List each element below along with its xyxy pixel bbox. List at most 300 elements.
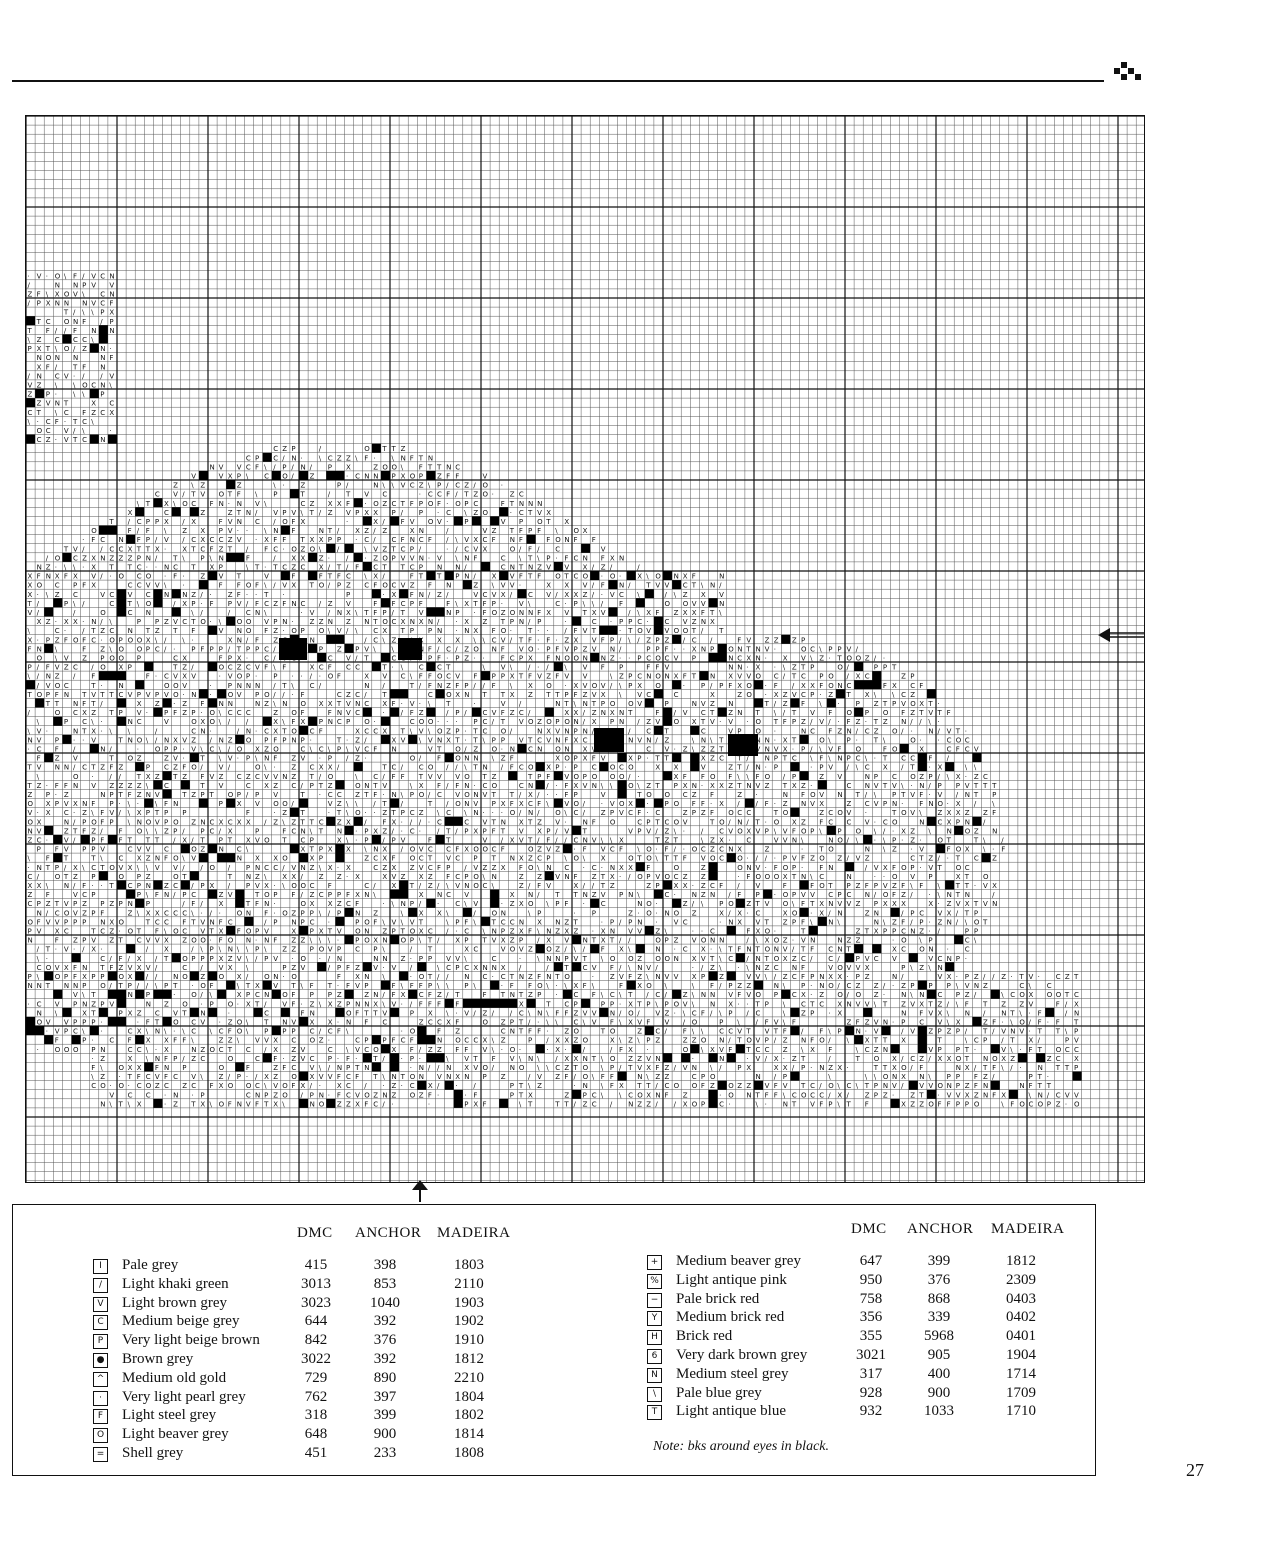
svg-text:F: F [483, 600, 487, 608]
svg-text:C: C [683, 946, 688, 954]
svg-text:\: \ [128, 809, 131, 817]
svg-text:P: P [810, 664, 814, 672]
svg-text:P: P [282, 964, 286, 972]
svg-text:C: C [419, 991, 424, 999]
svg-text:·: · [601, 864, 603, 872]
svg-text:O: O [783, 864, 789, 872]
svg-text:\: \ [601, 1055, 604, 1063]
svg-text:T: T [227, 873, 233, 881]
svg-text:N: N [82, 964, 87, 972]
svg-text:T: T [582, 955, 588, 963]
svg-text:\: \ [510, 664, 513, 672]
svg-text:X: X [328, 500, 333, 508]
svg-text:N: N [665, 909, 670, 917]
svg-text:N: N [865, 773, 870, 781]
svg-text:C: C [128, 846, 133, 854]
svg-text:T: T [636, 1082, 642, 1090]
svg-text:V: V [355, 1046, 360, 1054]
svg-text:\: \ [574, 700, 577, 708]
svg-text:Z: Z [282, 445, 287, 453]
svg-text:N: N [219, 846, 224, 854]
svg-text:·: · [173, 991, 175, 999]
svg-text:P: P [46, 391, 50, 399]
svg-text:N: N [310, 1009, 315, 1017]
svg-text:X: X [555, 1037, 560, 1045]
svg-text:X: X [510, 891, 515, 899]
svg-text:·: · [455, 1082, 457, 1090]
svg-text:P: P [310, 837, 314, 845]
svg-text:F: F [819, 864, 823, 872]
svg-text:C: C [564, 1000, 569, 1008]
svg-text:Z: Z [646, 636, 651, 644]
svg-text:F: F [319, 727, 323, 735]
svg-text:F: F [919, 791, 923, 799]
svg-text:V: V [801, 891, 806, 899]
svg-text:P: P [164, 709, 168, 717]
svg-text:V: V [219, 627, 224, 635]
svg-text:T: T [363, 1009, 369, 1017]
svg-text:T: T [518, 1082, 524, 1090]
svg-text:·: · [273, 909, 275, 917]
svg-text:·: · [501, 600, 503, 608]
svg-text:T: T [846, 946, 852, 954]
svg-text:P: P [255, 791, 259, 799]
svg-text:N: N [728, 846, 733, 854]
svg-text:/: / [528, 882, 531, 890]
svg-text:/: / [437, 618, 440, 626]
svg-text:P: P [419, 564, 423, 572]
svg-text:X: X [574, 636, 579, 644]
svg-text:/: / [883, 982, 886, 990]
svg-text:\: \ [310, 937, 313, 945]
svg-text:/: / [710, 636, 713, 644]
svg-text:F: F [610, 1019, 614, 1027]
svg-text:/: / [273, 655, 276, 663]
svg-text:/: / [246, 600, 249, 608]
svg-text:P: P [319, 855, 323, 863]
svg-text:V: V [164, 691, 169, 699]
svg-text:X: X [137, 1028, 142, 1036]
anchor-code: 900 [355, 1426, 415, 1443]
svg-text:P: P [783, 855, 787, 863]
svg-text:F: F [801, 918, 805, 926]
svg-text:P: P [564, 955, 568, 963]
svg-text:C: C [519, 1009, 524, 1017]
svg-text:Z: Z [510, 491, 515, 499]
svg-text:T: T [855, 1055, 861, 1063]
svg-text:\: \ [492, 1037, 495, 1045]
svg-text:X: X [355, 873, 360, 881]
svg-text:Z: Z [301, 937, 306, 945]
svg-text:X: X [837, 1000, 842, 1008]
svg-text:F: F [510, 800, 514, 808]
svg-text:T: T [500, 991, 506, 999]
svg-text:O: O [364, 1091, 370, 1099]
svg-text:O: O [455, 746, 461, 754]
svg-text:·: · [319, 955, 321, 963]
svg-text:O: O [819, 855, 825, 863]
svg-text:V: V [519, 837, 524, 845]
svg-text:V: V [910, 1028, 915, 1036]
svg-text:T: T [718, 736, 724, 744]
svg-text:P: P [246, 755, 250, 763]
svg-text:P: P [264, 1091, 268, 1099]
svg-text:V: V [537, 673, 542, 681]
svg-text:/: / [974, 1064, 977, 1072]
svg-text:T: T [336, 809, 342, 817]
svg-text:T: T [372, 1009, 378, 1017]
svg-text:\: \ [46, 591, 49, 599]
svg-text:C: C [355, 473, 360, 481]
svg-text:·: · [373, 454, 375, 462]
svg-text:P: P [455, 964, 459, 972]
svg-text:T: T [955, 891, 961, 899]
svg-text:C: C [519, 509, 524, 517]
svg-text:Z: Z [637, 973, 642, 981]
svg-text:V: V [801, 937, 806, 945]
svg-text:P: P [200, 955, 204, 963]
svg-text:/: / [382, 682, 385, 690]
svg-text:N: N [919, 818, 924, 826]
svg-text:N: N [310, 1100, 315, 1108]
p-symbol-icon: P [93, 1334, 108, 1349]
svg-text:·: · [437, 509, 439, 517]
svg-text:T: T [955, 855, 961, 863]
svg-text:V: V [137, 709, 142, 717]
svg-text:N: N [646, 736, 651, 744]
svg-text:T: T [846, 1100, 852, 1108]
svg-text:T: T [354, 1064, 360, 1072]
svg-text:\: \ [464, 809, 467, 817]
svg-text:P: P [510, 1082, 514, 1090]
svg-text:N: N [73, 782, 78, 790]
svg-text:C: C [109, 545, 114, 553]
svg-text:N: N [528, 809, 533, 817]
svg-text:\: \ [783, 1091, 786, 1099]
svg-text:N: N [355, 700, 360, 708]
svg-text:P: P [628, 918, 632, 926]
svg-text:\: \ [646, 573, 649, 581]
svg-text:/: / [783, 773, 786, 781]
svg-text:F: F [291, 1082, 295, 1090]
svg-text:·: · [437, 1091, 439, 1099]
svg-text:\: \ [37, 955, 40, 963]
svg-text:P: P [947, 1073, 951, 1081]
svg-text:N: N [910, 928, 915, 936]
svg-text:F: F [228, 1100, 232, 1108]
svg-text:F: F [128, 1037, 132, 1045]
svg-text:O: O [528, 846, 534, 854]
svg-text:·: · [46, 272, 48, 280]
svg-text:T: T [545, 691, 551, 699]
svg-text:\: \ [928, 827, 931, 835]
svg-text:C: C [446, 964, 451, 972]
svg-text:·: · [164, 1091, 166, 1099]
svg-text:·: · [947, 800, 949, 808]
svg-text:F: F [810, 946, 814, 954]
svg-text:P: P [665, 1000, 669, 1008]
svg-text:/: / [273, 691, 276, 699]
svg-text:V: V [910, 791, 915, 799]
svg-text:F: F [128, 527, 132, 535]
svg-text:/: / [728, 818, 731, 826]
dmc-code: 842 [286, 1332, 346, 1349]
svg-text:Z: Z [919, 928, 924, 936]
svg-text:·: · [783, 1055, 785, 1063]
svg-text:F: F [919, 882, 923, 890]
svg-text:·: · [765, 818, 767, 826]
svg-text:T: T [236, 645, 242, 653]
svg-text:/: / [537, 937, 540, 945]
svg-text:O: O [273, 746, 279, 754]
svg-text:/: / [337, 527, 340, 535]
svg-text:P: P [282, 1028, 286, 1036]
svg-text:O: O [437, 673, 443, 681]
svg-text:P: P [910, 909, 914, 917]
svg-text:Z: Z [382, 545, 387, 553]
svg-text:T: T [727, 946, 733, 954]
svg-text:/: / [637, 1009, 640, 1017]
madeira-code: 1814 [439, 1426, 499, 1443]
svg-text:P: P [428, 955, 432, 963]
thread-name: Pale brick red [676, 1291, 759, 1308]
svg-text:\: \ [810, 655, 813, 663]
svg-text:\: \ [601, 991, 604, 999]
svg-text:V: V [237, 463, 242, 471]
svg-text:O: O [710, 855, 716, 863]
svg-text:F: F [592, 536, 596, 544]
svg-text:C: C [446, 509, 451, 517]
svg-text:/: / [382, 991, 385, 999]
svg-text:T: T [755, 946, 761, 954]
svg-text:Z: Z [428, 873, 433, 881]
svg-text:C: C [419, 764, 424, 772]
svg-text:F: F [337, 1028, 341, 1036]
svg-text:F: F [410, 591, 414, 599]
svg-text:Z: Z [501, 609, 506, 617]
svg-text:/: / [109, 982, 112, 990]
svg-text:P: P [473, 855, 477, 863]
svg-text:T: T [691, 627, 697, 635]
svg-text:V: V [419, 864, 424, 872]
svg-text:P: P [119, 636, 123, 644]
svg-text:/: / [82, 946, 85, 954]
svg-text:/: / [191, 664, 194, 672]
svg-text:C: C [191, 1019, 196, 1027]
svg-text:·: · [337, 982, 339, 990]
svg-text:N: N [865, 782, 870, 790]
svg-text:Z: Z [710, 755, 715, 763]
svg-text:F: F [310, 982, 314, 990]
svg-text:C: C [583, 736, 588, 744]
svg-text:C: C [810, 645, 815, 653]
svg-text:\: \ [601, 955, 604, 963]
svg-text:/: / [273, 463, 276, 471]
svg-text:V: V [28, 809, 33, 817]
svg-text:\: \ [128, 818, 131, 826]
svg-text:·: · [182, 691, 184, 699]
svg-text:C: C [983, 773, 988, 781]
svg-text:X: X [73, 618, 78, 626]
svg-text:N: N [255, 864, 260, 872]
svg-text:N: N [819, 1064, 824, 1072]
anchor-code: 900 [909, 1385, 969, 1402]
svg-text:T: T [118, 937, 124, 945]
svg-text:Z: Z [564, 636, 569, 644]
svg-text:\: \ [719, 609, 722, 617]
svg-text:\: \ [947, 773, 950, 781]
svg-text:·: · [109, 573, 111, 581]
svg-text:C: C [301, 746, 306, 754]
svg-text:X: X [728, 1000, 733, 1008]
svg-text:/: / [237, 727, 240, 735]
svg-text:C: C [410, 1082, 415, 1090]
svg-text:·: · [637, 773, 639, 781]
svg-text:V: V [564, 800, 569, 808]
svg-text:/: / [692, 900, 695, 908]
svg-text:/: / [401, 800, 404, 808]
svg-text:V: V [756, 973, 761, 981]
svg-text:F: F [419, 673, 423, 681]
svg-text:P: P [392, 509, 396, 517]
svg-text:T: T [227, 1046, 233, 1054]
svg-text:F: F [392, 991, 396, 999]
svg-text:C: C [109, 600, 114, 608]
svg-text:C: C [828, 946, 833, 954]
svg-text:Z: Z [410, 864, 415, 872]
svg-text:Z: Z [273, 818, 278, 826]
svg-text:T: T [927, 1000, 933, 1008]
svg-text:V: V [328, 1073, 333, 1081]
svg-text:V: V [219, 964, 224, 972]
svg-text:X: X [282, 873, 287, 881]
svg-text:Z: Z [974, 973, 979, 981]
svg-text:\: \ [555, 1019, 558, 1027]
svg-text:C: C [28, 900, 33, 908]
svg-text:Z: Z [555, 846, 560, 854]
svg-text:P: P [801, 1064, 805, 1072]
svg-text:X: X [237, 973, 242, 981]
svg-text:O: O [301, 955, 307, 963]
svg-text:Z: Z [592, 873, 597, 881]
svg-text:T: T [300, 791, 306, 799]
svg-text:Z: Z [701, 809, 706, 817]
svg-text:X: X [919, 700, 924, 708]
svg-text:\: \ [355, 773, 358, 781]
svg-text:Z: Z [373, 554, 378, 562]
svg-text:F: F [437, 1028, 441, 1036]
svg-text:O: O [492, 746, 498, 754]
svg-text:F: F [947, 1100, 951, 1108]
svg-text:P: P [555, 900, 559, 908]
svg-text:X: X [938, 1009, 943, 1017]
svg-text:T: T [982, 782, 988, 790]
svg-text:/: / [228, 764, 231, 772]
svg-text:T: T [290, 982, 296, 990]
svg-text:C: C [692, 636, 697, 644]
svg-text:X: X [273, 718, 278, 726]
svg-text:X: X [928, 900, 933, 908]
thread-name: Light beaver grey [122, 1426, 229, 1443]
svg-text:\: \ [574, 946, 577, 954]
svg-text:X: X [464, 1064, 469, 1072]
svg-text:N: N [246, 873, 251, 881]
svg-text:F: F [346, 964, 350, 972]
svg-text:P: P [765, 1000, 769, 1008]
svg-text:·: · [355, 827, 357, 835]
svg-text:\: \ [128, 800, 131, 808]
svg-text:P: P [273, 618, 277, 626]
svg-text:C: C [519, 764, 524, 772]
svg-text:N: N [655, 973, 660, 981]
svg-text:O: O [473, 846, 479, 854]
svg-text:\: \ [619, 1019, 622, 1027]
anchor-code: 868 [909, 1291, 969, 1308]
svg-text:T: T [409, 682, 415, 690]
svg-text:P: P [728, 1009, 732, 1017]
dmc-code: 644 [286, 1313, 346, 1330]
svg-text:T: T [654, 837, 660, 845]
svg-text:\: \ [847, 1037, 850, 1045]
svg-text:·: · [928, 764, 930, 772]
svg-text:·: · [819, 691, 821, 699]
svg-text:P: P [810, 691, 814, 699]
svg-text:/: / [847, 764, 850, 772]
svg-text:P: P [837, 645, 841, 653]
svg-text:X: X [182, 655, 187, 663]
svg-text:F: F [237, 491, 241, 499]
svg-text:N: N [837, 755, 842, 763]
svg-text:F: F [82, 645, 86, 653]
svg-text:X: X [892, 682, 897, 690]
svg-text:C: C [46, 427, 51, 435]
svg-text:X: X [965, 900, 970, 908]
svg-text:·: · [282, 545, 284, 553]
svg-text:P: P [246, 991, 250, 999]
svg-text:X: X [564, 709, 569, 717]
svg-text:F: F [173, 573, 177, 581]
svg-text:X: X [574, 682, 579, 690]
svg-text:V: V [64, 900, 69, 908]
svg-text:O: O [847, 709, 853, 717]
svg-text:P: P [1047, 1100, 1051, 1108]
svg-text:·: · [1029, 1009, 1031, 1017]
svg-text:V: V [191, 673, 196, 681]
svg-text:T: T [445, 664, 451, 672]
svg-text:X: X [464, 846, 469, 854]
svg-text:·: · [765, 682, 767, 690]
svg-text:V: V [455, 773, 460, 781]
svg-text:\: \ [1010, 1046, 1013, 1054]
svg-text:·: · [792, 937, 794, 945]
svg-text:F: F [428, 1091, 432, 1099]
svg-text:F: F [655, 709, 659, 717]
svg-text:N: N [710, 991, 715, 999]
svg-text:F: F [564, 736, 568, 744]
svg-text:V: V [519, 718, 524, 726]
svg-text:V: V [191, 1073, 196, 1081]
svg-text:Z: Z [137, 755, 142, 763]
svg-text:F: F [237, 928, 241, 936]
svg-text:N: N [446, 582, 451, 590]
svg-text:P: P [992, 791, 996, 799]
svg-text:X: X [137, 1064, 142, 1072]
svg-text:X: X [683, 882, 688, 890]
svg-text:V: V [665, 746, 670, 754]
svg-text:C: C [756, 909, 761, 917]
svg-text:V: V [37, 727, 42, 735]
svg-text:C: C [46, 318, 51, 326]
